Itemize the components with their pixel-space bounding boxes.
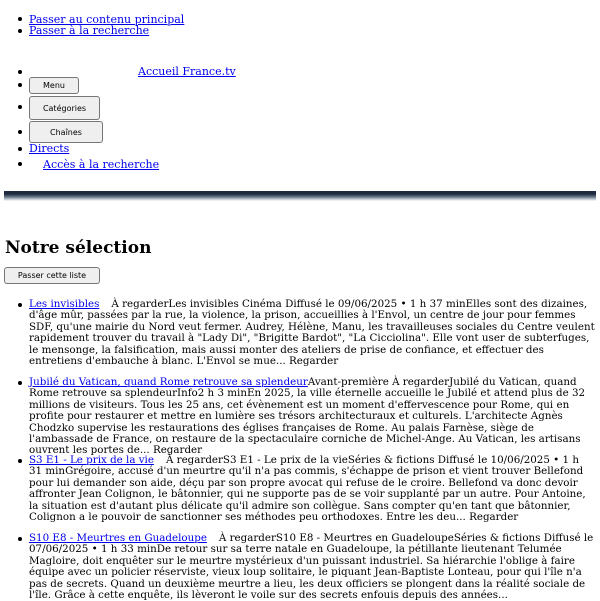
item-title-link[interactable]: Jubilé du Vatican, quand Rome retrouve sa splendeur (29, 376, 308, 388)
directs-link[interactable]: Directs (29, 142, 70, 155)
search-access-link[interactable]: Accès à la recherche (43, 158, 160, 171)
skip-list-button[interactable]: Passer cette liste (4, 267, 100, 284)
item-bullet (18, 303, 22, 307)
item-bullet (18, 381, 22, 385)
item-description: À regarderLes invisibles Cinéma Diffusé le 09/06/2025 • 1 h 37 minElles sont des dizaines, d'âge mûr, passées par la rue, la violence, la prison, accueillies à l'Envol, un centre de jour pour femmes SDF, qu'une mairie du Nord veut fermer. Audrey, Hélène, Manu, les travailleuses sociales du Centre veulent rapidement trouver du travail à "Lady Di", "Brigitte Bardot", "La Cicciolina". Elle vont user de subterfuges, le mensonge, la falsification, mais aussi monter des ateliers de prise de confiance, et effectuer des entretiens d'embauche à blanc. L'Envol se mue... (29, 298, 595, 368)
watch-cta[interactable]: Regarder (152, 444, 203, 457)
item-bullet (18, 459, 22, 463)
list-item (29, 533, 595, 601)
watch-cta[interactable]: Regarder (289, 355, 339, 368)
home-link[interactable]: Accueil France.tv (138, 65, 236, 78)
item-bullet (18, 537, 22, 541)
header-banner (4, 191, 596, 201)
skip-to-content-link[interactable]: Passer au contenu principal (29, 13, 185, 26)
item-title-link[interactable]: S3 E1 - Le prix de la vie (29, 454, 154, 466)
list-item (29, 377, 595, 457)
item-description: Avant-première À regarderJubilé du Vatican, quand Rome retrouve sa splendeurInfo2 h 3 minEn 2025, la ville éternelle accueille le Jubilé et attend plus de 32 millions de visiteurs. Tous les 25 ans, cet évènement est un moment d'effervescence pour Rome, qui en profite pour restaurer et mettre en lumière ses trésors architecturaux et culturels. L'architecte Agnès Chodzko supervise les restaurations des églises françaises de Rome. Au palais Farnèse, siège de l'ambassade de France, on restaure de la spectaculaire corniche de Michel-Ange. Au Vatican, les artisans ouvrent les portes de... (29, 376, 586, 457)
chaines-button[interactable]: Chaînes (29, 121, 103, 143)
watch-cta[interactable]: Regarder (469, 511, 519, 524)
nav-bullet (18, 162, 22, 166)
skip-bullet (18, 29, 22, 33)
categories-button[interactable]: Catégories (29, 96, 100, 120)
nav-bullet (18, 83, 22, 87)
section-title: Notre sélection (5, 238, 152, 258)
menu-button[interactable]: Menu (29, 77, 79, 94)
nav-bullet (18, 147, 22, 151)
item-title-link[interactable]: Les invisibles (29, 298, 100, 310)
list-item (29, 455, 595, 523)
nav-bullet (18, 130, 22, 134)
nav-bullet (18, 105, 22, 109)
skip-to-search-link[interactable]: Passer à la recherche (29, 24, 150, 37)
item-title-link[interactable]: S10 E8 - Meurtres en Guadeloupe (29, 532, 207, 544)
nav-bullet (18, 70, 22, 74)
list-item (29, 299, 595, 367)
skip-bullet (18, 17, 22, 21)
item-description: À regarderS3 E1 - Le prix de la vieSéries & fictions Diffusé le 10/06/2025 • 1 h 31 minGrégoire, accusé d'un meurtre qu'il n'a pas commis, s'échappe de prison et vient trouver Bellefond pour lui demander son aide, déçu par son propre avocat qui refuse de le croire. Bellefond va donc devoir affronter Jean Colignon, le bâtonnier, qui ne supporte pas de se voir supplanté par un autre. Pour Antoine, la situation est d'autant plus délicate qu'il admire son collègue. Sans compter qu'en tant que bâtonnier, Colignon a le pouvoir de sanctionner ses méthodes peu orthodoxes. Entre les deu... (29, 454, 586, 524)
item-description: À regarderS10 E8 - Meurtres en GuadeloupeSéries & fictions Diffusé le 07/06/2025 • 1 h 33 minDe retour sur sa terre natale en Guadeloupe, la pétillante lieutenant Telumée Magloire, doit enquêter sur le meurtre mystérieux d'un puissant industriel. Sa hiérarchie l'oblige à faire équipe avec un policier réserviste, vieux loup solitaire, le piquant Jean-Baptiste Lonteau, pour qui l'île n'a pas de secrets. Quand un deuxième meurtre a lieu, les deux officiers se plongent dans la réalité sociale de l'île. Grâce à cette enquête, ils lèveront le voile sur des secrets enfouis depuis des années... (29, 532, 594, 601)
